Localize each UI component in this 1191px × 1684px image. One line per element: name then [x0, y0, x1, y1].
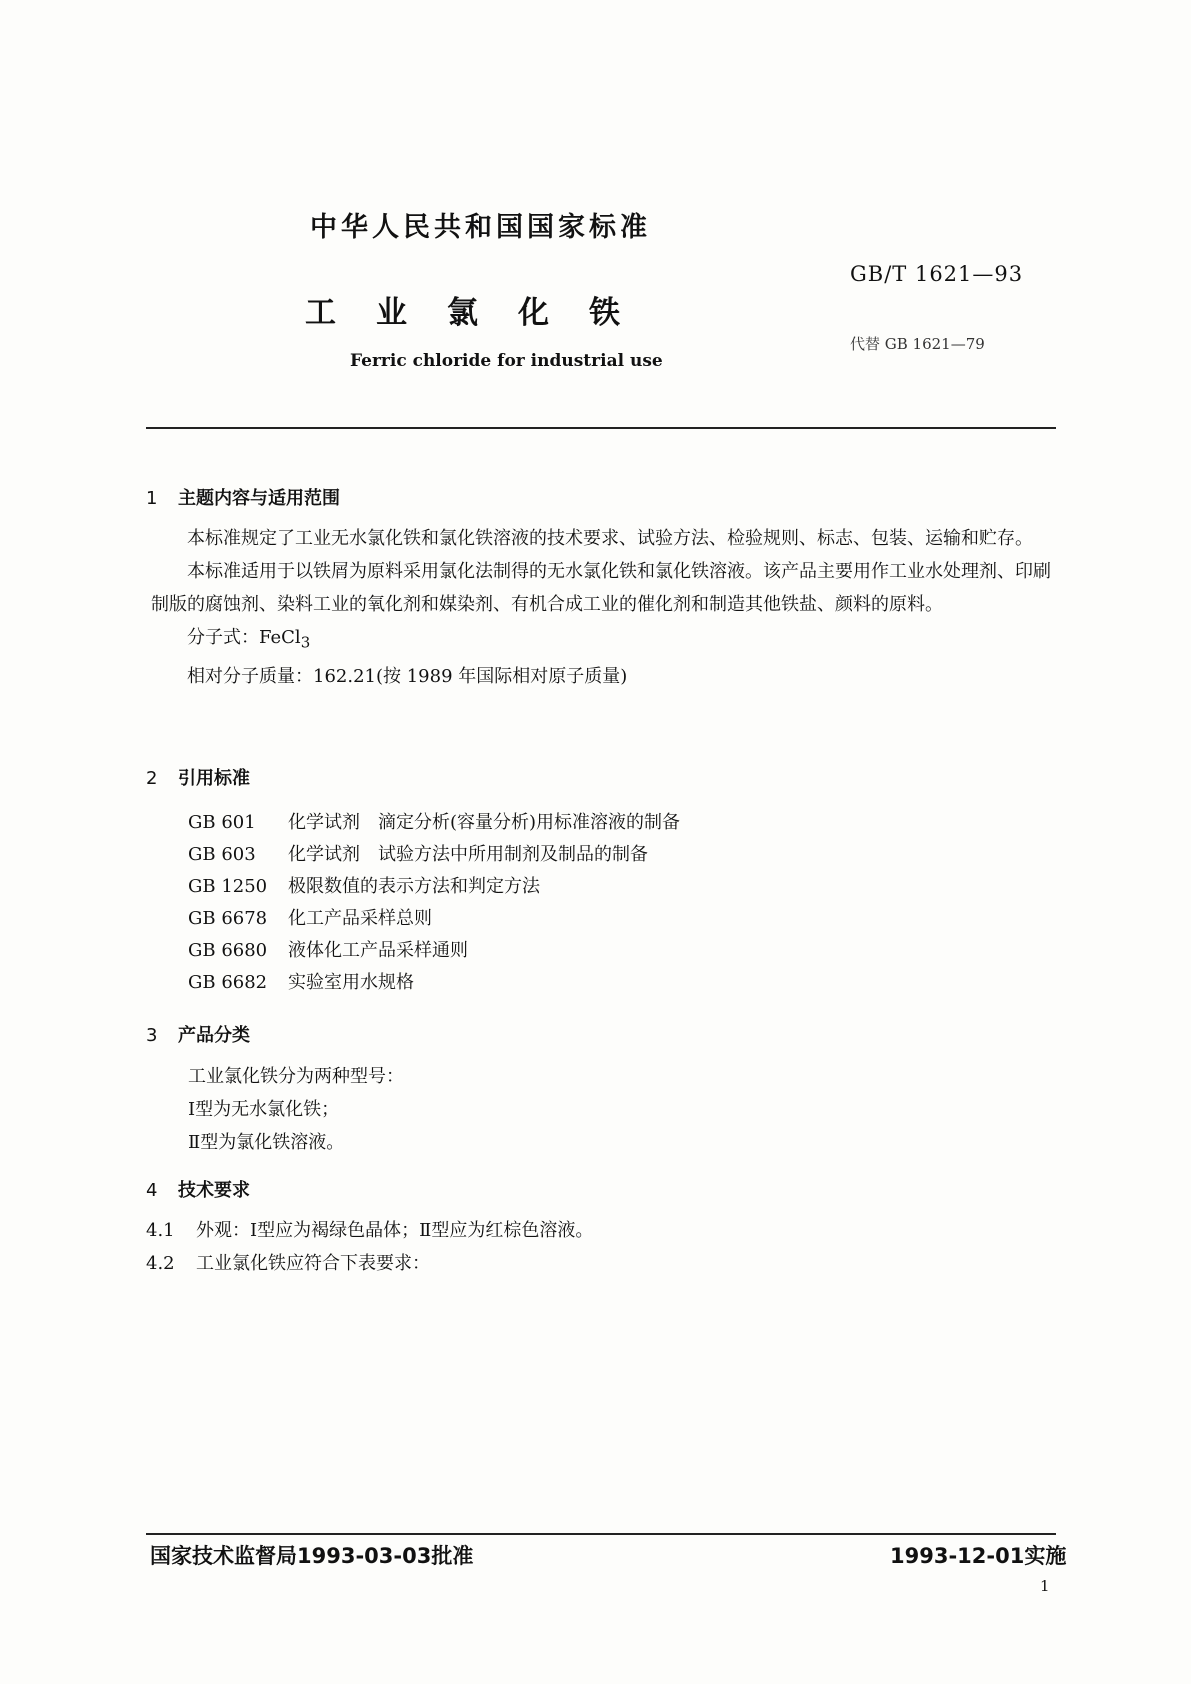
implementation-date: 1993-12-01实施	[890, 1544, 1067, 1568]
clause-4-1	[146, 1214, 593, 1247]
footer-divider	[146, 1533, 1056, 1535]
clause-4-2	[146, 1247, 593, 1280]
header-divider	[146, 427, 1056, 429]
ref-code: GB 6682	[188, 972, 268, 993]
section-4-heading	[146, 1176, 250, 1202]
list-item	[188, 872, 680, 904]
list-item	[188, 968, 680, 1000]
referenced-standards-list	[188, 808, 680, 1000]
section-4-items	[146, 1214, 593, 1280]
page-number: 1	[1040, 1577, 1050, 1595]
ref-code: GB 601	[188, 812, 256, 833]
clause-number: 4.1	[146, 1220, 175, 1241]
section-1-body	[151, 522, 1056, 693]
document-title-en: Ferric chloride for industrial use	[350, 351, 663, 371]
formula-subscript: 3	[300, 633, 311, 652]
ref-code: GB 6678	[188, 908, 268, 929]
ref-title: 极限数值的表示方法和判定方法	[288, 876, 540, 897]
list-item	[188, 936, 680, 968]
formula-base: FeCl	[259, 627, 301, 648]
section-3-heading	[146, 1021, 250, 1047]
section-number: 1	[146, 488, 158, 509]
section-number: 3	[146, 1025, 158, 1046]
list-item	[188, 808, 680, 840]
ref-title: 化工产品采样总则	[288, 908, 432, 929]
type-2-line: Ⅱ型为氯化铁溶液。	[188, 1132, 345, 1153]
classification-intro: 工业氯化铁分为两种型号：	[188, 1066, 404, 1087]
national-standard-heading: 中华人民共和国国家标准	[310, 212, 651, 243]
replaces-note: 代替 GB 1621—79	[850, 335, 985, 353]
type-1-line: Ⅰ型为无水氯化铁；	[188, 1099, 340, 1120]
document-title-cn: 工业氯化铁	[305, 295, 660, 331]
molecular-mass: 相对分子质量：162.21(按 1989 年国际相对原子质量)	[187, 665, 628, 687]
list-item	[188, 904, 680, 936]
section-2-heading	[146, 764, 250, 790]
clause-number: 4.2	[146, 1253, 175, 1274]
ref-code: GB 1250	[188, 876, 268, 897]
section-title: 引用标准	[178, 768, 250, 789]
section-3-body	[188, 1060, 404, 1159]
section-title: 技术要求	[178, 1180, 250, 1201]
section-number: 4	[146, 1180, 158, 1201]
list-item	[188, 840, 680, 872]
ref-title: 液体化工产品采样通则	[288, 940, 468, 961]
ref-title: 化学试剂 滴定分析(容量分析)用标准溶液的制备	[288, 812, 681, 833]
standard-code: GB/T 1621—93	[850, 262, 1024, 286]
approval-line: 国家技术监督局1993-03-03批准	[150, 1544, 474, 1568]
molecular-formula	[151, 621, 1056, 660]
paragraph: 本标准适用于以铁屑为原料采用氯化法制得的无水氯化铁和氯化铁溶液。该产品主要用作工业水处理剂、印刷制版的腐蚀剂、染料工业的氧化剂和媒染剂、有机合成工业的催化剂和制造其他铁盐、颜料的原料。	[151, 561, 1051, 615]
section-number: 2	[146, 768, 158, 789]
ref-code: GB 603	[188, 844, 256, 865]
section-title: 产品分类	[178, 1025, 250, 1046]
ref-title: 化学试剂 试验方法中所用制剂及制品的制备	[288, 844, 648, 865]
ref-title: 实验室用水规格	[288, 972, 414, 993]
ref-code: GB 6680	[188, 940, 268, 961]
paragraph: 本标准规定了工业无水氯化铁和氯化铁溶液的技术要求、试验方法、检验规则、标志、包装、运输和贮存。	[187, 528, 1033, 549]
formula-label: 分子式：	[187, 627, 259, 648]
clause-text: 外观：Ⅰ型应为褐绿色晶体；Ⅱ型应为红棕色溶液。	[196, 1220, 594, 1241]
section-title: 主题内容与适用范围	[178, 488, 340, 509]
section-1-heading	[146, 484, 340, 510]
clause-text: 工业氯化铁应符合下表要求：	[196, 1253, 430, 1274]
